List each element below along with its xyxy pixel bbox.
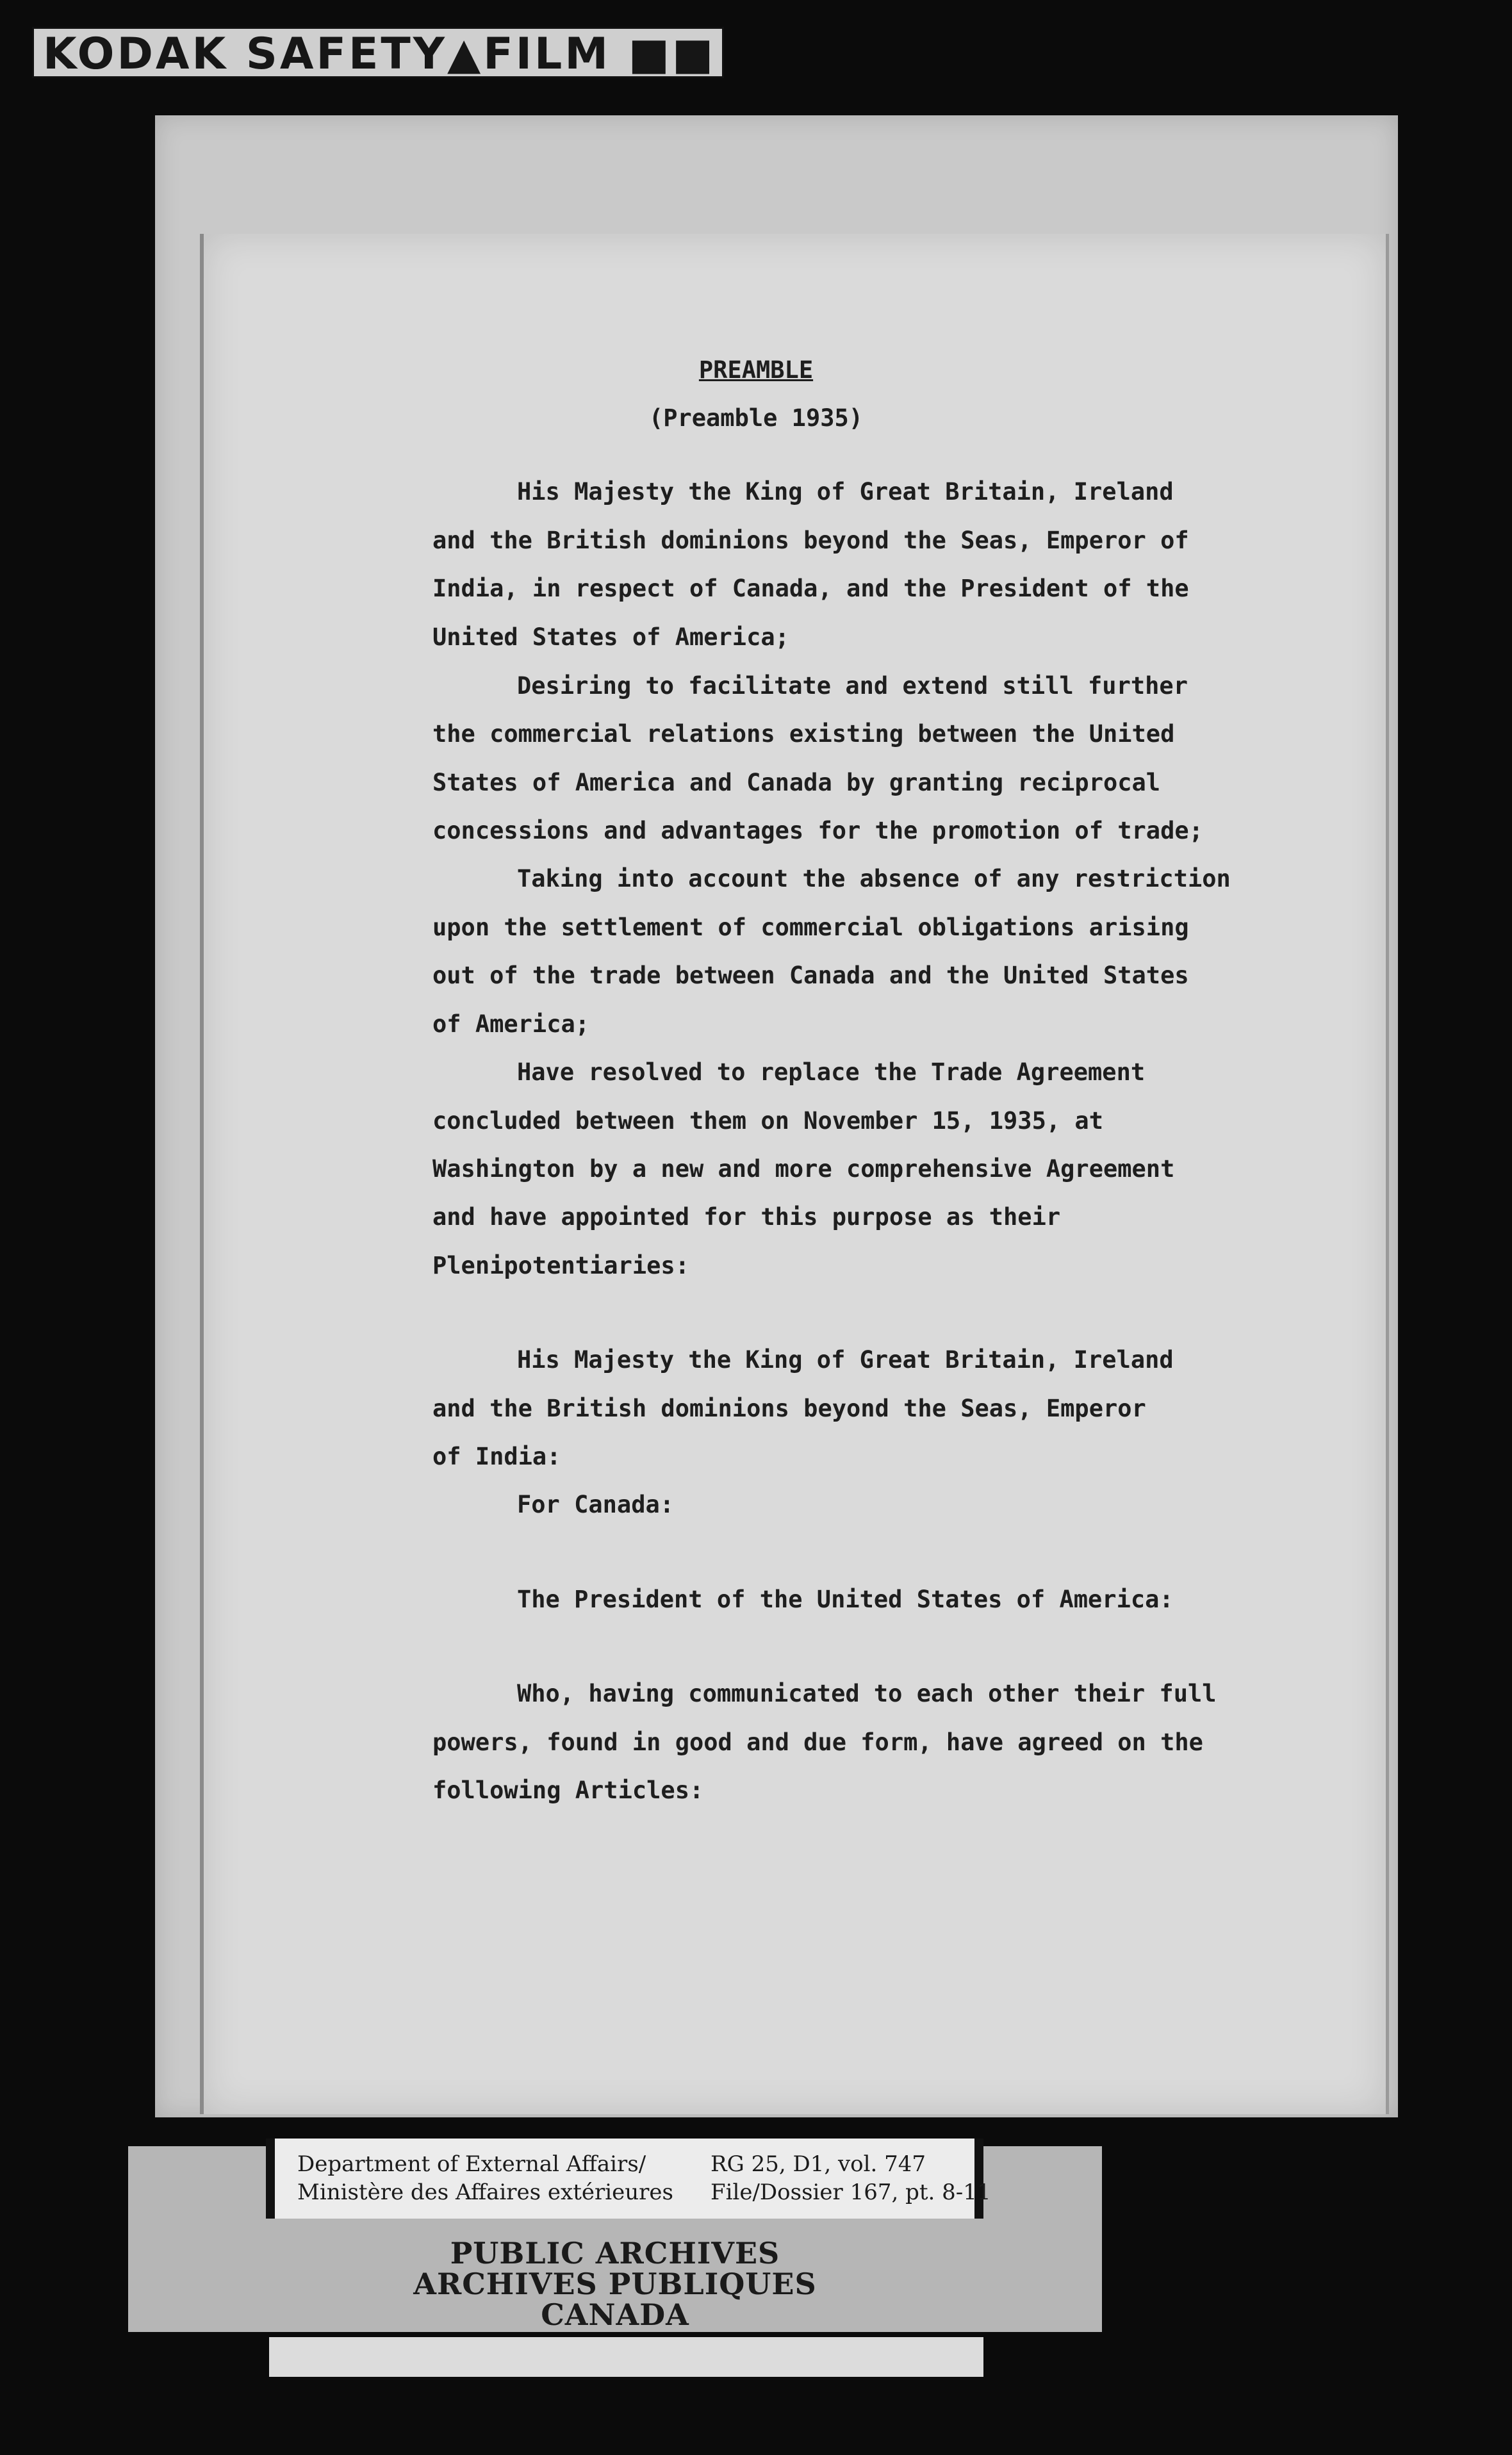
dept-name-en: Department of External Affairs/ <box>297 2151 646 2177</box>
text-line: Who, having communicated to each other their full <box>517 1680 1217 1707</box>
stamp-line-2: ARCHIVES PUBLIQUES <box>413 2267 817 2301</box>
stamp-line-1: PUBLIC ARCHIVES <box>450 2236 780 2270</box>
text-line: Desiring to facilitate and extend still further <box>517 672 1188 700</box>
text-line: and the British dominions beyond the Seas, Emperor <box>432 1395 1146 1422</box>
text-line: Plenipotentiaries: <box>432 1252 689 1279</box>
text-line: India, in respect of Canada, and the President of the <box>432 575 1189 602</box>
text-line: Taking into account the absence of any restriction <box>517 865 1231 892</box>
text-line: of India: <box>432 1443 561 1470</box>
text-line: following Articles: <box>432 1777 704 1804</box>
text-line: the commercial relations existing between the United <box>432 720 1175 748</box>
text-line: powers, found in good and due form, have agreed on the <box>432 1728 1203 1756</box>
text-line: United States of America; <box>432 623 789 651</box>
text-line: and the British dominions beyond the Seas, Emperor of <box>432 527 1189 554</box>
text-line: Washington by a new and more comprehensive Agreement <box>432 1155 1175 1183</box>
text-line: The President of the United States of America: <box>517 1586 1174 1613</box>
file-ref: File/Dossier 167, pt. 8-11 <box>711 2180 991 2205</box>
dept-name-fr: Ministère des Affaires extérieures <box>297 2180 673 2205</box>
stamp-line-3: CANADA <box>541 2297 689 2332</box>
text-line: concluded between them on November 15, 1935, at <box>432 1107 1103 1135</box>
bottom-film-strip <box>269 2337 983 2377</box>
record-group-ref: RG 25, D1, vol. 747 <box>711 2151 926 2177</box>
text-line: For Canada: <box>517 1491 675 1518</box>
text-line: His Majesty the King of Great Britain, Ireland <box>517 1346 1174 1374</box>
document-subtitle: (Preamble 1935) <box>648 404 864 432</box>
document-title: PREAMBLE <box>698 356 814 384</box>
text-line: Have resolved to replace the Trade Agreement <box>517 1058 1146 1086</box>
text-line: upon the settlement of commercial obligations arising <box>432 914 1189 941</box>
text-line: concessions and advantages for the promotion of trade; <box>432 817 1203 844</box>
text-line: and have appointed for this purpose as their <box>432 1203 1061 1231</box>
text-line: out of the trade between Canada and the United States <box>432 962 1189 989</box>
film-edge-label: KODAK SAFETY▲FILM ■■ <box>32 27 724 78</box>
text-line: of America; <box>432 1010 590 1038</box>
archive-label-card <box>266 2139 991 2219</box>
text-line: States of America and Canada by granting reciprocal <box>432 769 1161 796</box>
text-line: His Majesty the King of Great Britain, Ireland <box>517 478 1174 505</box>
